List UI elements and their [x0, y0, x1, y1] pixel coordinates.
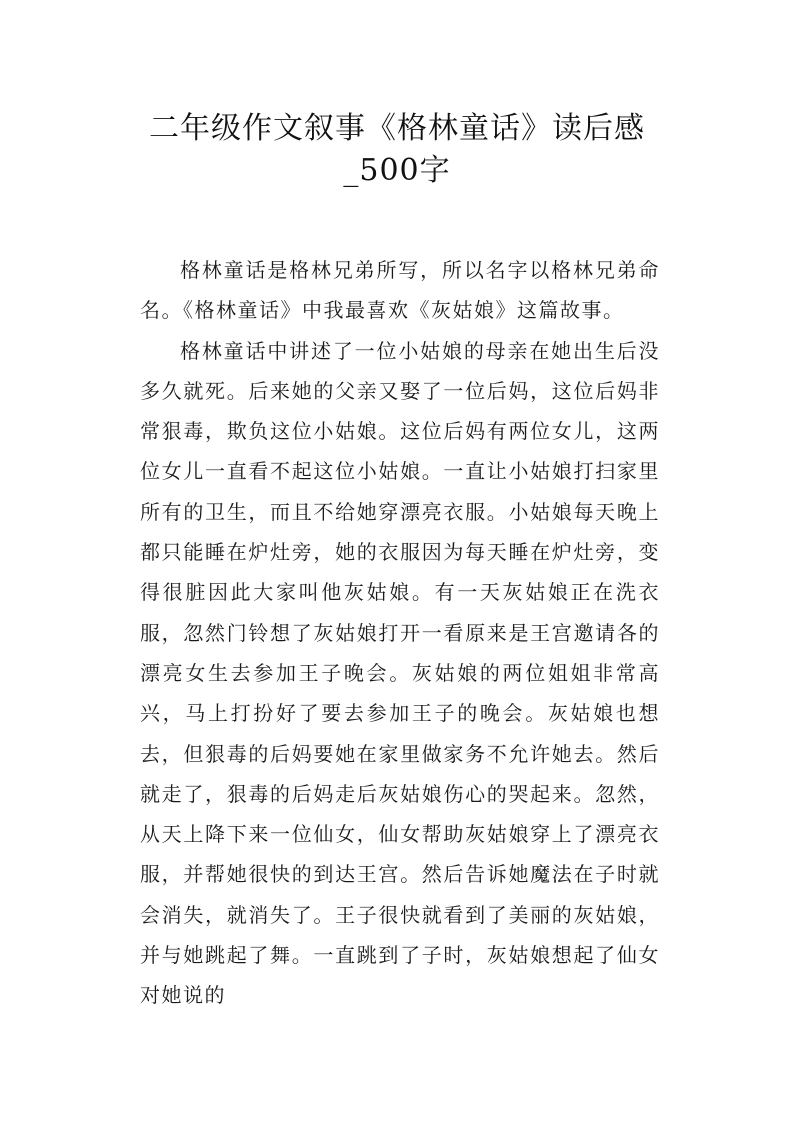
document-title: 二年级作文叙事《格林童话》读后感_500字 [149, 111, 645, 188]
paragraph-story: 格林童话中讲述了一位小姑娘的母亲在她出生后没多久就死。后来她的父亲又娶了一位后妈，这位后妈非常狠毒，欺负这位小姑娘。这位后妈有两位女儿，这两位女儿一直看不起这位小姑娘。一直让小姑娘打扫家里所有的卫生，而且不给她穿漂亮衣服。小姑娘每天晚上都只能睡在炉灶旁，她的衣服因为每天睡在炉灶旁，变得很脏因此大家叫他灰姑娘。有一天灰姑娘正在洗衣服，忽然门铃想了灰姑娘打开一看原来是王宫邀请各的漂亮女生去参加王子晚会。灰姑娘的两位姐姐非常高兴，马上打扮好了要去参加王子的晚会。灰姑娘也想去，但狠毒的后妈要她在家里做家务不允许她去。然后就走了，狠毒的后妈走后灰姑娘伤心的哭起来。忽然，从天上降下来一位仙女，仙女帮助灰姑娘穿上了漂亮衣服，并帮她很快的到达王宫。然后告诉她魔法在子时就会消失，就消失了。王子很快就看到了美丽的灰姑娘，并与她跳起了舞。一直跳到了子时，灰姑娘想起了仙女对她说的 [140, 338, 660, 1008]
document-body [140, 250, 660, 1016]
paragraph-intro: 格林童话是格林兄弟所写，所以名字以格林兄弟命名。《格林童话》中我最喜欢《灰姑娘》这篇故事。 [140, 258, 660, 323]
